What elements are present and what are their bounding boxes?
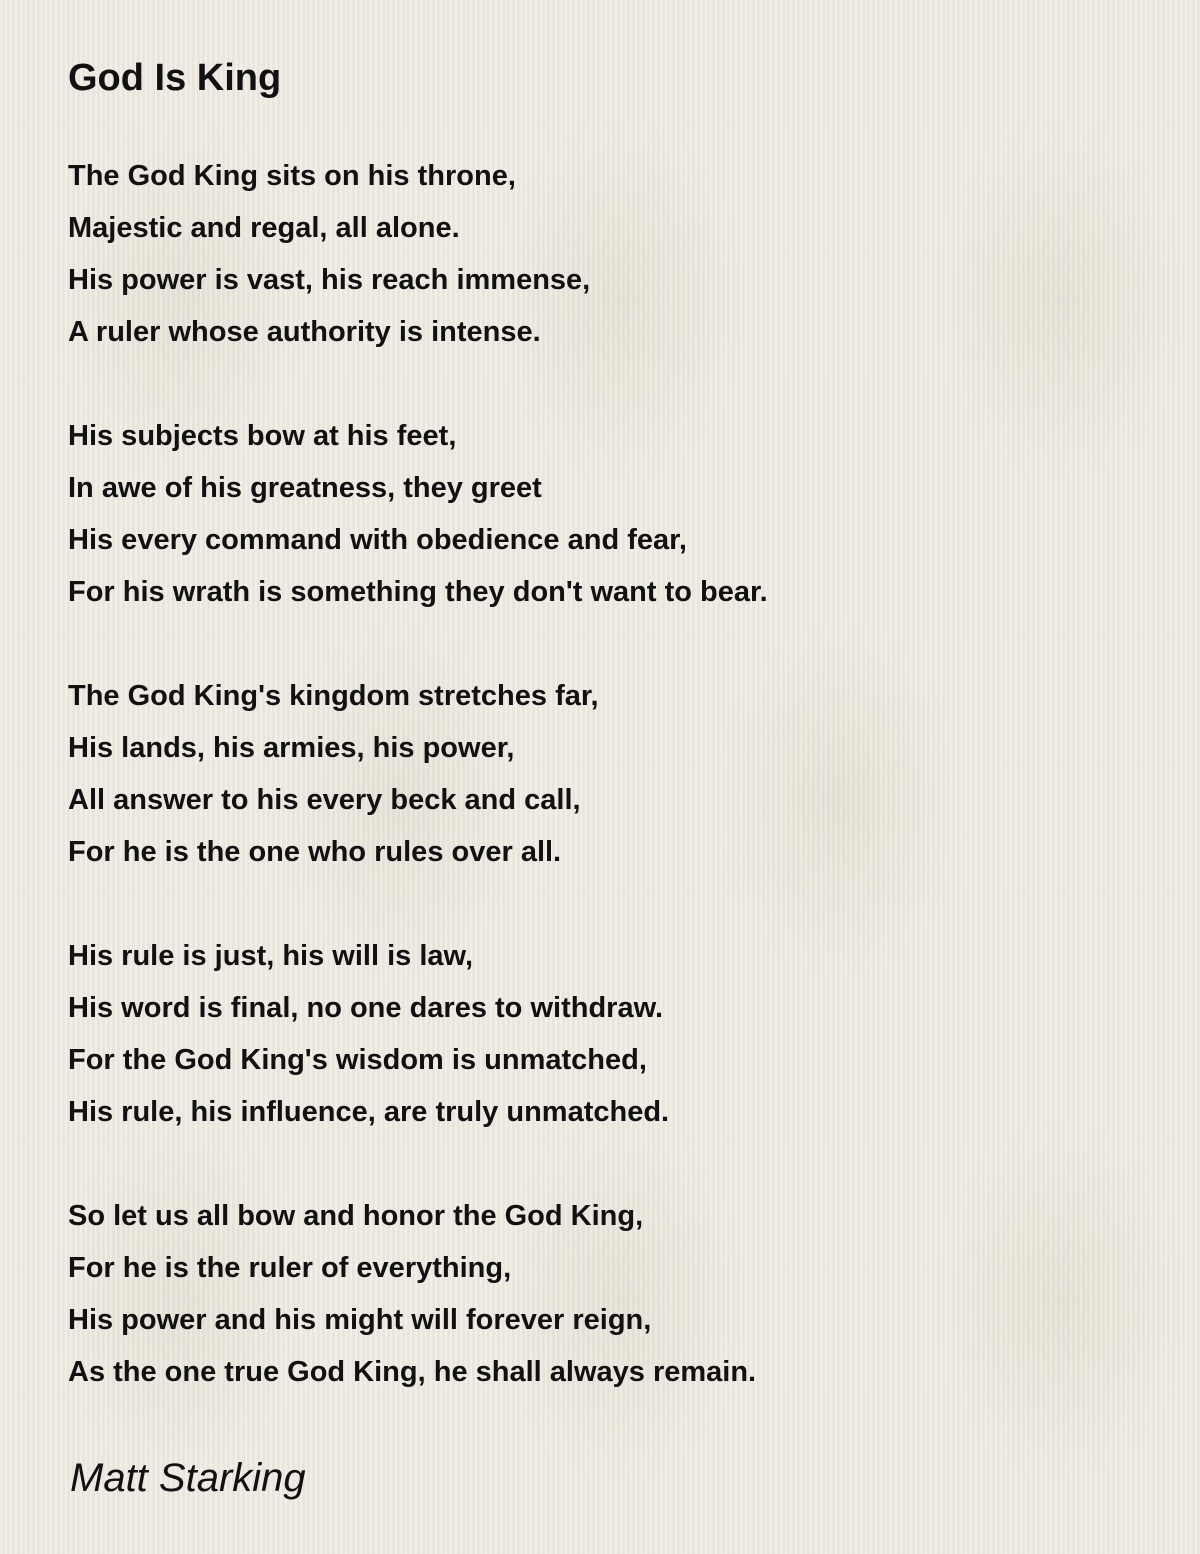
poem-line: His lands, his armies, his power, <box>68 732 515 764</box>
stanza-3 <box>68 670 768 878</box>
poem-line: As the one true God King, he shall always remain. <box>68 1356 757 1388</box>
poem-line: His subjects bow at his feet, <box>68 420 457 452</box>
poem-line: For he is the ruler of everything, <box>68 1252 512 1284</box>
poem-line: His rule, his influence, are truly unmatched. <box>68 1096 670 1128</box>
poem-line: His power and his might will forever reign, <box>68 1304 652 1336</box>
stanza-1 <box>68 150 768 358</box>
poem-line: Majestic and regal, all alone. <box>68 212 460 244</box>
poem-line: His word is final, no one dares to withdraw. <box>68 992 664 1024</box>
poem-line: The God King's kingdom stretches far, <box>68 680 599 712</box>
stanza-2 <box>68 410 768 618</box>
poem-line: His power is vast, his reach immense, <box>68 264 591 296</box>
poem-line: His rule is just, his will is law, <box>68 940 474 972</box>
poem-line: In awe of his greatness, they greet <box>68 472 542 504</box>
poem-line: For he is the one who rules over all. <box>68 836 562 868</box>
poem-line: His every command with obedience and fear, <box>68 524 687 556</box>
poem-line: For the God King's wisdom is unmatched, <box>68 1044 647 1076</box>
poem-line: The God King sits on his throne, <box>68 160 516 192</box>
stanza-5 <box>68 1190 768 1398</box>
poem-body <box>68 150 768 1450</box>
poem-line: So let us all bow and honor the God King, <box>68 1200 644 1232</box>
poem-author: Matt Starking <box>70 1456 306 1500</box>
poem-line: A ruler whose authority is intense. <box>68 316 541 348</box>
poem-title: God Is King <box>68 57 282 99</box>
stanza-4 <box>68 930 768 1138</box>
poem-line: For his wrath is something they don't want to bear. <box>68 576 768 608</box>
poem-line: All answer to his every beck and call, <box>68 784 581 816</box>
